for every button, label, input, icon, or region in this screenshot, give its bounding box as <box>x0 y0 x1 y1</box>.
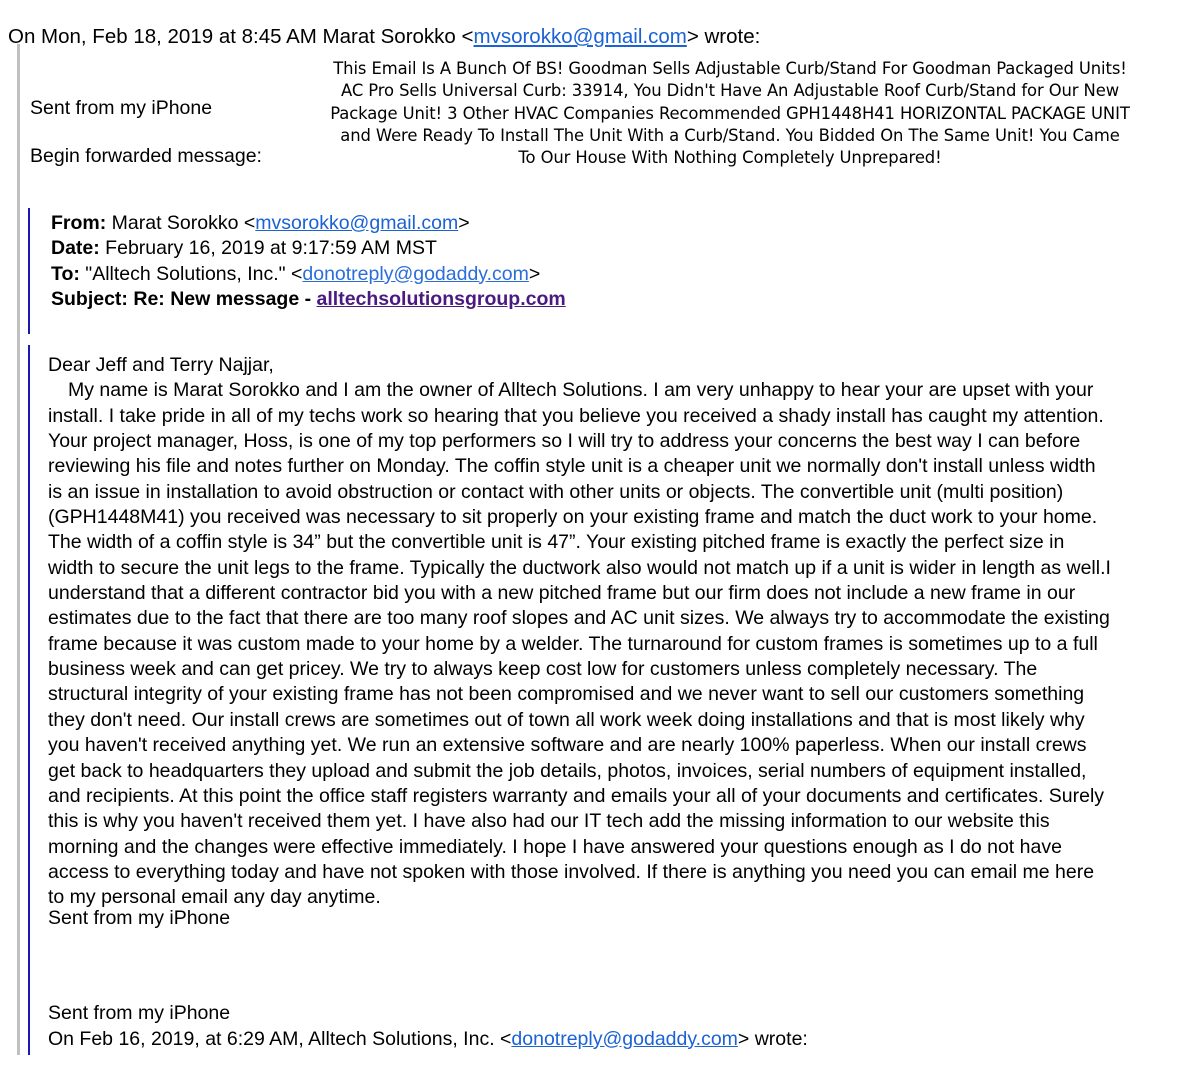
tail-quote-prefix: On Feb 16, 2019, at 6:29 AM, Alltech Solutions, Inc. < <box>48 1027 512 1050</box>
body-line: they don't need. Our install crews are sometimes out of town all work week doing installations and that is most likely why <box>48 708 1085 731</box>
sent-from-iphone-top: Sent from my iPhone <box>30 97 213 119</box>
body-line: is an issue in installation to avoid obstruction or contact with other units or objects. The convertible unit (multi position) <box>48 480 1064 503</box>
from-email-link[interactable]: mvsorokko@gmail.com <box>255 212 459 234</box>
body-line: access to everything today and have not spoken with those involved. If there is anything you need you can email me here <box>48 860 1095 883</box>
body-line: this is why you haven't received them yet. I have also had our IT tech add the missing information to our website this <box>48 810 1050 833</box>
header-label-from: From: <box>51 212 107 234</box>
body-line: estimates due to the fact that there are too many roof slopes and AC unit sizes. We always try to accommodate the existing <box>48 607 1110 630</box>
body-line: and recipients. At this point the office staff registers warranty and emails your all of your documents and certificates. Surely <box>48 784 1105 807</box>
reply-shout-line: Package Unit! 3 Other HVAC Companies Recommended GPH1448H41 HORIZONTAL PACKAGE UNIT <box>330 103 1130 123</box>
tail-quote-block <box>48 1001 808 1052</box>
body-line: My name is Marat Sorokko and I am the owner of Alltech Solutions. I am very unhappy to hear your are upset with your <box>68 379 1094 402</box>
header-row-date <box>51 236 566 261</box>
body-line: install. I take pride in all of my techs work so hearing that you believe you received a shady install has caught my attention. <box>48 404 1104 427</box>
header-value-date: February 16, 2019 at 9:17:59 AM MST <box>99 237 437 260</box>
body-line: get back to headquarters they upload and submit the job details, photos, invoices, serial numbers of equipment installed, <box>48 759 1087 782</box>
reply-shout-line: This Email Is A Bunch Of BS! Goodman Sells Adjustable Curb/Stand For Goodman Packaged Units! <box>333 59 1127 78</box>
header-value-to-close: > <box>528 262 541 285</box>
body-line: business week and can get pricey. We try to always keep cost low for customers unless completely necessary. The <box>48 658 1038 681</box>
thread-open-line <box>8 25 760 49</box>
header-label-date: Date: <box>51 237 100 260</box>
body-line: reviewing his file and notes further on Monday. The coffin style unit is a cheaper unit we normally don't install unless width <box>48 455 1096 478</box>
header-label-to: To: <box>51 262 80 285</box>
to-email-link[interactable]: donotreply@godaddy.com <box>302 262 529 285</box>
body-line: (GPH1448M41) you received was necessary to sit properly on your existing frame and match the duct work to your home. <box>48 506 1098 529</box>
tail-email-link[interactable]: donotreply@godaddy.com <box>511 1027 738 1050</box>
tail-quote-line <box>48 1027 808 1053</box>
header-value-to-name: "Alltech Solutions, Inc." < <box>79 262 303 285</box>
header-value-from-close: > <box>458 212 470 234</box>
body-line: frame because it was custom made to your home by a welder. The turnaround for custom frames is sometimes up to a full <box>48 632 1098 655</box>
header-label-subject: Subject: <box>51 287 128 310</box>
body-line: morning and the changes were effective immediately. I hope I have answered your questions enough as I do not have <box>48 835 1062 858</box>
header-value-from-name: Marat Sorokko < <box>106 212 256 234</box>
tail-quote-suffix: > wrote: <box>737 1027 808 1050</box>
header-row-subject <box>51 287 566 312</box>
body-line: Your project manager, Hoss, is one of my top performers so I will try to address your concerns the best way I can before <box>48 430 1081 453</box>
body-line: The width of a coffin style is 34” but the convertible unit is 47”. Your existing pitched frame is exactly the perfect size in <box>48 531 1065 554</box>
begin-forwarded-message-label: Begin forwarded message: <box>30 145 262 167</box>
quote-bar-outer <box>17 44 20 1055</box>
quote-bar-inner-body <box>28 345 30 1055</box>
reply-shout-paragraph <box>275 58 1183 169</box>
body-signature: Sent from my iPhone <box>48 907 231 929</box>
forwarded-message-headers <box>51 211 566 312</box>
body-line: you haven't received anything yet. We run an extensive software and are nearly 100% paperless. When our install crews <box>48 734 1087 757</box>
body-line: width to secure the unit legs to the frame. Typically the ductwork also would not match up if a unit is wider in length as well.I <box>48 556 1111 579</box>
thread-open-prefix: On Mon, Feb 18, 2019 at 8:45 AM Marat Sorokko < <box>8 25 474 48</box>
header-value-subject-prefix: Re: New message - <box>127 287 317 310</box>
body-line: structural integrity of your existing frame has not been compromised and we never want to sell our customers something <box>48 683 1085 706</box>
quote-bar-inner-headers <box>28 208 30 334</box>
reply-shout-line: AC Pro Sells Universal Curb: 33914, You Didn't Have An Adjustable Roof Curb/Stand for Our New <box>341 81 1119 101</box>
message-body <box>48 353 1183 911</box>
body-greeting: Dear Jeff and Terry Najjar, <box>48 354 274 376</box>
body-line: understand that a different contractor bid you with a new pitched frame but our firm does not include a new frame in our <box>48 582 1076 605</box>
reply-shout-line: and Were Ready To Install The Unit With a Curb/Stand. You Bidded On The Same Unit! You Came <box>340 125 1120 145</box>
tail-sent-from-iphone: Sent from my iPhone <box>48 1002 231 1024</box>
thread-open-suffix: > wrote: <box>686 25 761 48</box>
header-row-to <box>51 262 566 287</box>
header-row-from <box>51 211 566 236</box>
subject-website-link[interactable]: alltechsolutionsgroup.com <box>316 287 566 310</box>
sender-email-link[interactable]: mvsorokko@gmail.com <box>473 25 687 48</box>
reply-shout-line: To Our House With Nothing Completely Unprepared! <box>518 148 942 168</box>
body-line: to my personal email any day anytime. <box>48 886 381 909</box>
